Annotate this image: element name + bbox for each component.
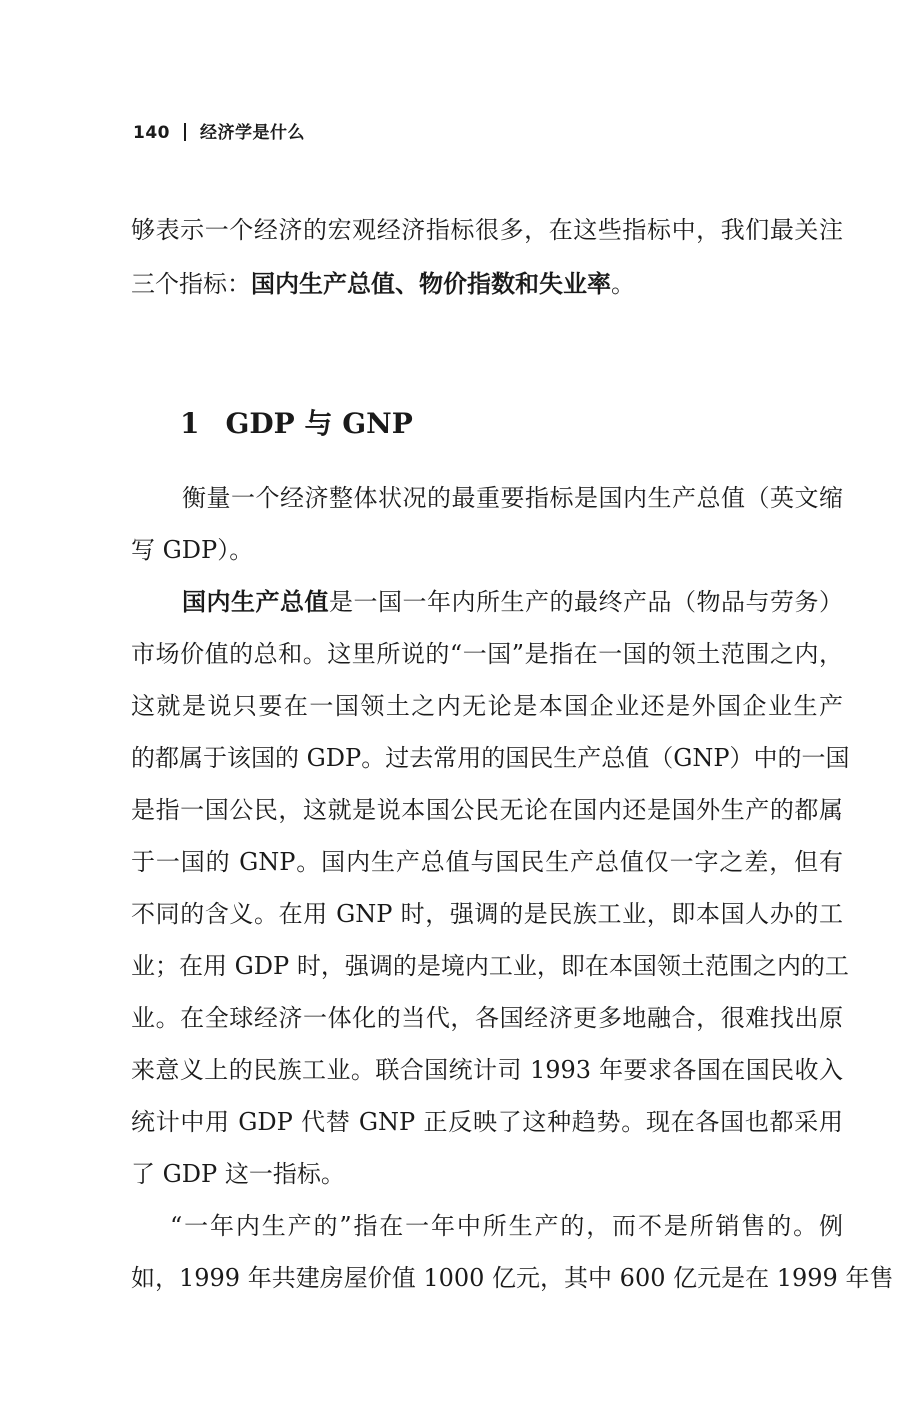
body-line: 于一国的 GNP。国内生产总值与国民生产总值仅一字之差，但有 bbox=[131, 848, 843, 876]
book-title: 经济学是什么 bbox=[200, 123, 305, 143]
header-separator bbox=[184, 123, 186, 141]
body-line: 业；在用 GDP 时，强调的是境内工业，即在本国领土范围之内的工 bbox=[131, 952, 849, 980]
body-line: 业。在全球经济一体化的当代，各国经济更多地融合，很难找出原 bbox=[131, 1004, 843, 1032]
body-line: 衡量一个经济整体状况的最重要指标是国内生产总值（英文缩 bbox=[182, 484, 843, 512]
body-line: “一年内生产的”指在一年中所生产的，而不是所销售的。例 bbox=[170, 1212, 843, 1240]
body-line: 这就是说只要在一国领土之内无论是本国企业还是外国企业生产 bbox=[131, 692, 843, 720]
line-text: 三个指标： bbox=[131, 270, 251, 298]
body-line: 来意义上的民族工业。联合国统计司 1993 年要求各国在国民收入 bbox=[131, 1056, 843, 1084]
body-line: 市场价值的总和。这里所说的“一国”是指在一国的领土范围之内， bbox=[131, 640, 843, 668]
body-line: 不同的含义。在用 GNP 时，强调的是民族工业，即本国人办的工 bbox=[131, 900, 843, 928]
bold-term: 国内生产总值 bbox=[182, 588, 329, 616]
running-head bbox=[133, 118, 305, 143]
body-line: 够表示一个经济的宏观经济指标很多，在这些指标中，我们最关注 bbox=[131, 216, 843, 244]
page-number: 140 bbox=[133, 123, 170, 143]
section-title: GDP 与 GNP bbox=[225, 407, 413, 440]
line-text: 是一国一年内所生产的最终产品（物品与劳务） bbox=[329, 588, 843, 616]
body-line: 如，1999 年共建房屋价值 1000 亿元，其中 600 亿元是在 1999 年售 bbox=[131, 1264, 894, 1292]
body-line: 了 GDP 这一指标。 bbox=[131, 1160, 345, 1188]
body-line: 的都属于该国的 GDP。过去常用的国民生产总值（GNP）中的一国 bbox=[131, 744, 850, 772]
body-line: 是指一国公民，这就是说本国公民无论在国内还是国外生产的都属 bbox=[131, 796, 843, 824]
body-line bbox=[182, 585, 843, 619]
section-heading bbox=[180, 402, 413, 442]
body-line: 写 GDP）。 bbox=[131, 536, 254, 564]
line-text: 。 bbox=[611, 270, 635, 298]
bold-indicators: 国内生产总值、物价指数和失业率 bbox=[251, 270, 611, 298]
body-line: 统计中用 GDP 代替 GNP 正反映了这种趋势。现在各国也都采用 bbox=[131, 1108, 843, 1136]
section-number: 1 bbox=[180, 407, 200, 440]
body-line bbox=[131, 267, 843, 301]
